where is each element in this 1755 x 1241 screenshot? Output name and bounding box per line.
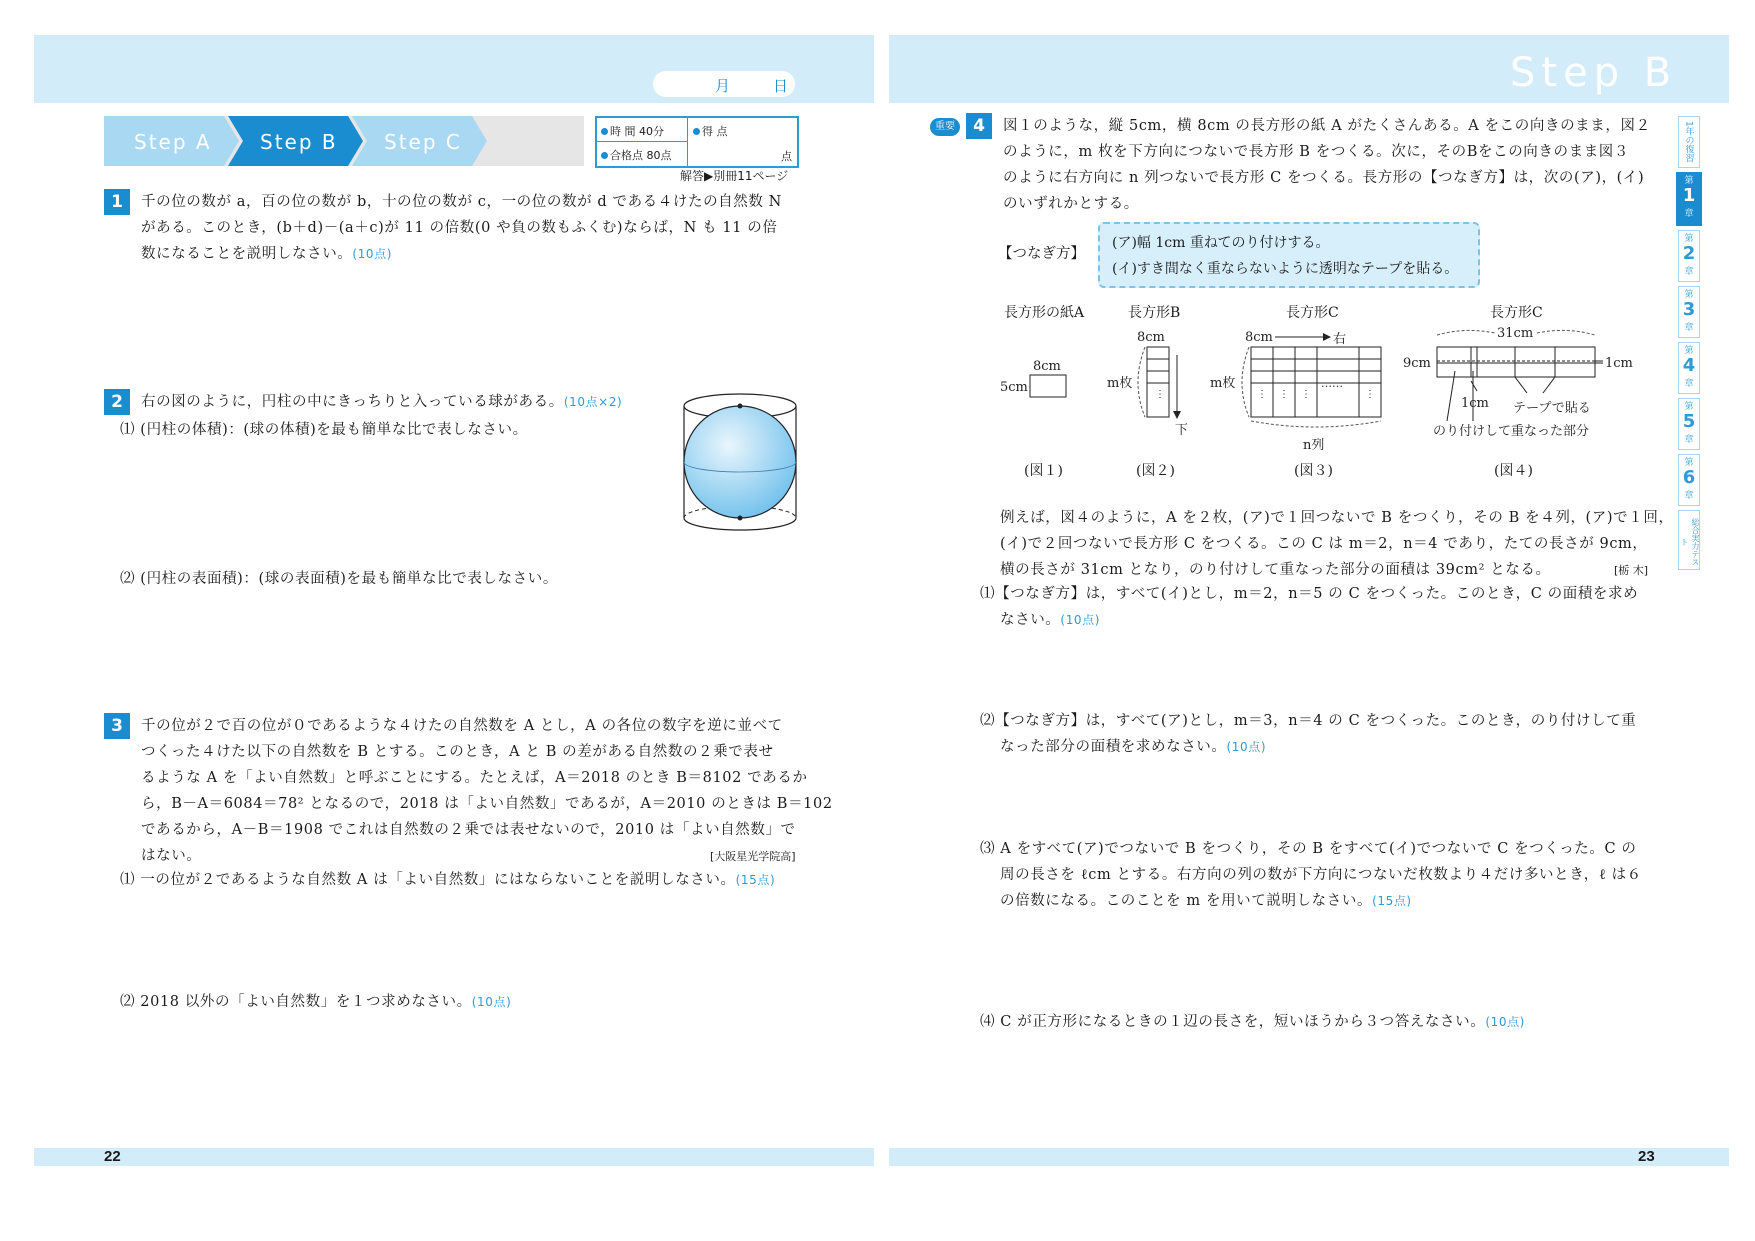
left-footer-band [34,1148,874,1166]
question-3-sub1: ⑴ 一の位が２であるような自然数 A は「よい自然数」にはならないことを説明しなさい。(15点) [120,872,776,888]
fig2-width: 8cm [1137,330,1165,345]
fig1-rect [1030,375,1066,397]
tab-chapter-5[interactable]: 第 5 章 [1678,398,1700,450]
tab-chapter-2[interactable]: 第 2 章 [1678,230,1700,282]
left-page-number: 22 [104,1148,121,1165]
right-header-title: Step B [1510,50,1678,96]
question-3-source: [大阪星光学院高] [710,850,796,863]
fig4-tape: テープで貼る [1513,401,1591,416]
tab-comprehensive-test[interactable]: 総合実力テスト [1678,510,1700,570]
question-3-sub2: ⑵ 2018 以外の「よい自然数」を１つ求めなさい。(10点) [120,994,512,1010]
question-4-sub3-points: (15点) [1372,894,1412,908]
fig4-glue: のり付けして重なった部分 [1433,424,1590,439]
figure-3-caption: (図３) [1294,463,1333,479]
question-1-number: 1 [104,189,130,215]
question-4-sub3: ⑶ A をすべて(ア)でつないで B をつくり，その B をすべて(イ)でつないで C をつくった。C の 周の長さを ℓcm とする。右方向の列の数が下方向につないだ枚数より４だけ多いとき，ℓ は６ の倍数になる。このことを m を用いて説明しなさい。(15点) [980,841,1642,909]
step-b-label: Step B [260,130,338,154]
tsunagi-rules-box [1098,222,1480,288]
question-4-text: 図１のような，縦 5cm，横 8cm の長方形の紙 A がたくさんある。A をこの向きのまま，図２ のように，m 枚を下方向につないで長方形 B をつくる。次に，そのBをこの向きのまま図３ のように右方向に n 列つないで長方形 C をつくる。長方形の【つなぎ方】は，次の(ア)，(イ) のいずれかとする。 [1003,118,1651,212]
important-badge: 重要 [930,118,960,136]
fig1-width: 8cm [1033,359,1061,374]
right-footer-band [889,1148,1729,1166]
figure-4-caption: (図４) [1494,463,1533,479]
question-4-sub2-points: (10点) [1226,740,1267,754]
fig3-dots: …… [1321,377,1343,390]
figure-4-title: 長方形C [1490,305,1543,321]
question-3-number: 3 [104,713,130,739]
fig4-1cm-bottom: 1cm [1461,396,1489,411]
question-3-sub1-points: (15点) [735,873,776,887]
score-box [595,116,799,168]
question-4-source: [栃 木] [1614,564,1649,577]
question-4-sub1: ⑴【つなぎ方】は，すべて(イ)とし，m＝2，n＝5 の C をつくった。このとき，C の面積を求め なさい。(10点) [980,586,1639,628]
question-3-sub2-points: (10点) [471,995,512,1009]
rule-i: (イ)すき間なく重ならないように透明なテープを貼る。 [1112,261,1459,277]
tsunagi-label: 【つなぎ方】 [998,246,1085,262]
fig4-height: 9cm [1403,356,1431,371]
question-2-points: (10点×2) [563,395,623,409]
tab-review[interactable]: 1年の復習 [1678,116,1700,168]
answer-reference: 解答▶別冊11ページ [680,169,789,183]
step-a-label: Step A [134,130,212,154]
tab-chapter-6[interactable]: 第 6 章 [1678,454,1700,506]
fig3-right: 右 [1333,332,1347,347]
fig3-m: m枚 [1210,376,1236,391]
figure-1-caption: (図１) [1024,463,1063,479]
question-4-number: 4 [966,113,992,139]
month-label: 月 [715,77,731,95]
svg-text:⋮: ⋮ [1279,389,1289,400]
question-2-sub2: ⑵ (円柱の表面積)：(球の表面積)を最も簡単な比で表しなさい。 [120,571,558,587]
step-navigation [104,116,584,166]
passing-score: 合格点 80点 [610,149,672,162]
tab-chapter-4[interactable]: 第 4 章 [1678,342,1700,394]
question-4-sub2: ⑵【つなぎ方】は，すべて(ア)とし，m＝3，n＝4 の C をつくった。このとき，のり付けして重 なった部分の面積を求めなさい。(10点) [980,713,1637,755]
question-1-text: 千の位の数が a，百の位の数が b，十の位の数が c，一の位の数が d である４けたの自然数 N がある。このとき，(b＋d)－(a＋c)が 11 の倍数(0 や負の数もふくむ)ならば，N も 11 の倍 数になることを説明しなさい。(10点) [141,194,782,262]
svg-text:⋮: ⋮ [1365,389,1375,400]
rectangle-figures [995,325,1655,465]
figure-3-title: 長方形C [1286,305,1339,321]
svg-text:⋮: ⋮ [1257,389,1267,400]
right-page-number: 23 [1638,1148,1655,1165]
question-3-text: 千の位が２で百の位が０であるような４けたの自然数を A とし，A の各位の数字を逆に並べて つくった４けた以下の自然数を B とする。このとき，A と B の差がある自然数の２乗で表せ るような A を「よい自然数」と呼ぶことにする。たとえば，A＝2018 のとき B＝8102 であるか ら，B－A＝6084＝78² となるので，2018 は「よい自然数」であるが，A＝2010 のときは B＝102 であるから，A－B＝1908 でこれは自然数の２乗では表せないので，2010 は「よい自然数」で はない。 [141,718,833,864]
fig2-down: 下 [1175,423,1189,438]
step-c-label: Step C [384,130,462,154]
figure-2-title: 長方形B [1128,305,1181,321]
score-unit: 点 [781,150,792,163]
tab-chapter-1[interactable]: 第 1 章 [1676,172,1702,226]
fig3-n: n列 [1303,438,1325,453]
tab-chapter-3[interactable]: 第 3 章 [1678,286,1700,338]
fig4-width: 31cm [1497,326,1534,341]
figure-2-caption: (図２) [1136,463,1175,479]
score-label: 得 点 [702,125,728,138]
time-limit: 時 間 40分 [610,125,664,138]
question-4-sub1-points: (10点) [1060,613,1101,627]
question-4-example: 例えば，図４のように，A を２枚，(ア)で１回つないで B をつくり，その B を４列，(ア)で１回， (イ)で２回つないで長方形 C をつくる。この C は m＝2，n＝4 であり，たての長さが 9cm， 横の長さが 31cm となり，のり付けして重なった部分の面積は 39cm² となる。 [1000,510,1674,578]
fig3-width: 8cm [1245,330,1273,345]
fig2-m: m枚 [1107,376,1133,391]
day-label: 日 [773,77,789,95]
question-4-sub4: ⑷ C が正方形になるときの１辺の長さを，短いほうから３つ答えなさい。(10点) [980,1014,1525,1030]
svg-text:⋮: ⋮ [1301,389,1311,400]
cylinder-sphere-figure [676,388,804,536]
question-1-points: (10点) [352,247,393,261]
question-2-number: 2 [104,389,130,415]
svg-text:⋮: ⋮ [1155,389,1165,400]
figure-1-title: 長方形の紙A [1004,305,1085,321]
question-4-sub4-points: (10点) [1485,1015,1525,1029]
fig1-height: 5cm [1000,380,1028,395]
date-field [653,71,795,97]
rule-a: (ア)幅 1cm 重ねてのり付けする。 [1112,235,1330,251]
fig4-1cm-right: 1cm [1605,356,1633,371]
question-2-sub1: ⑴ (円柱の体積)：(球の体積)を最も簡単な比で表しなさい。 [120,422,528,438]
question-2-text: 右の図のように，円柱の中にきっちりと入っている球がある。(10点×2) [141,394,623,410]
